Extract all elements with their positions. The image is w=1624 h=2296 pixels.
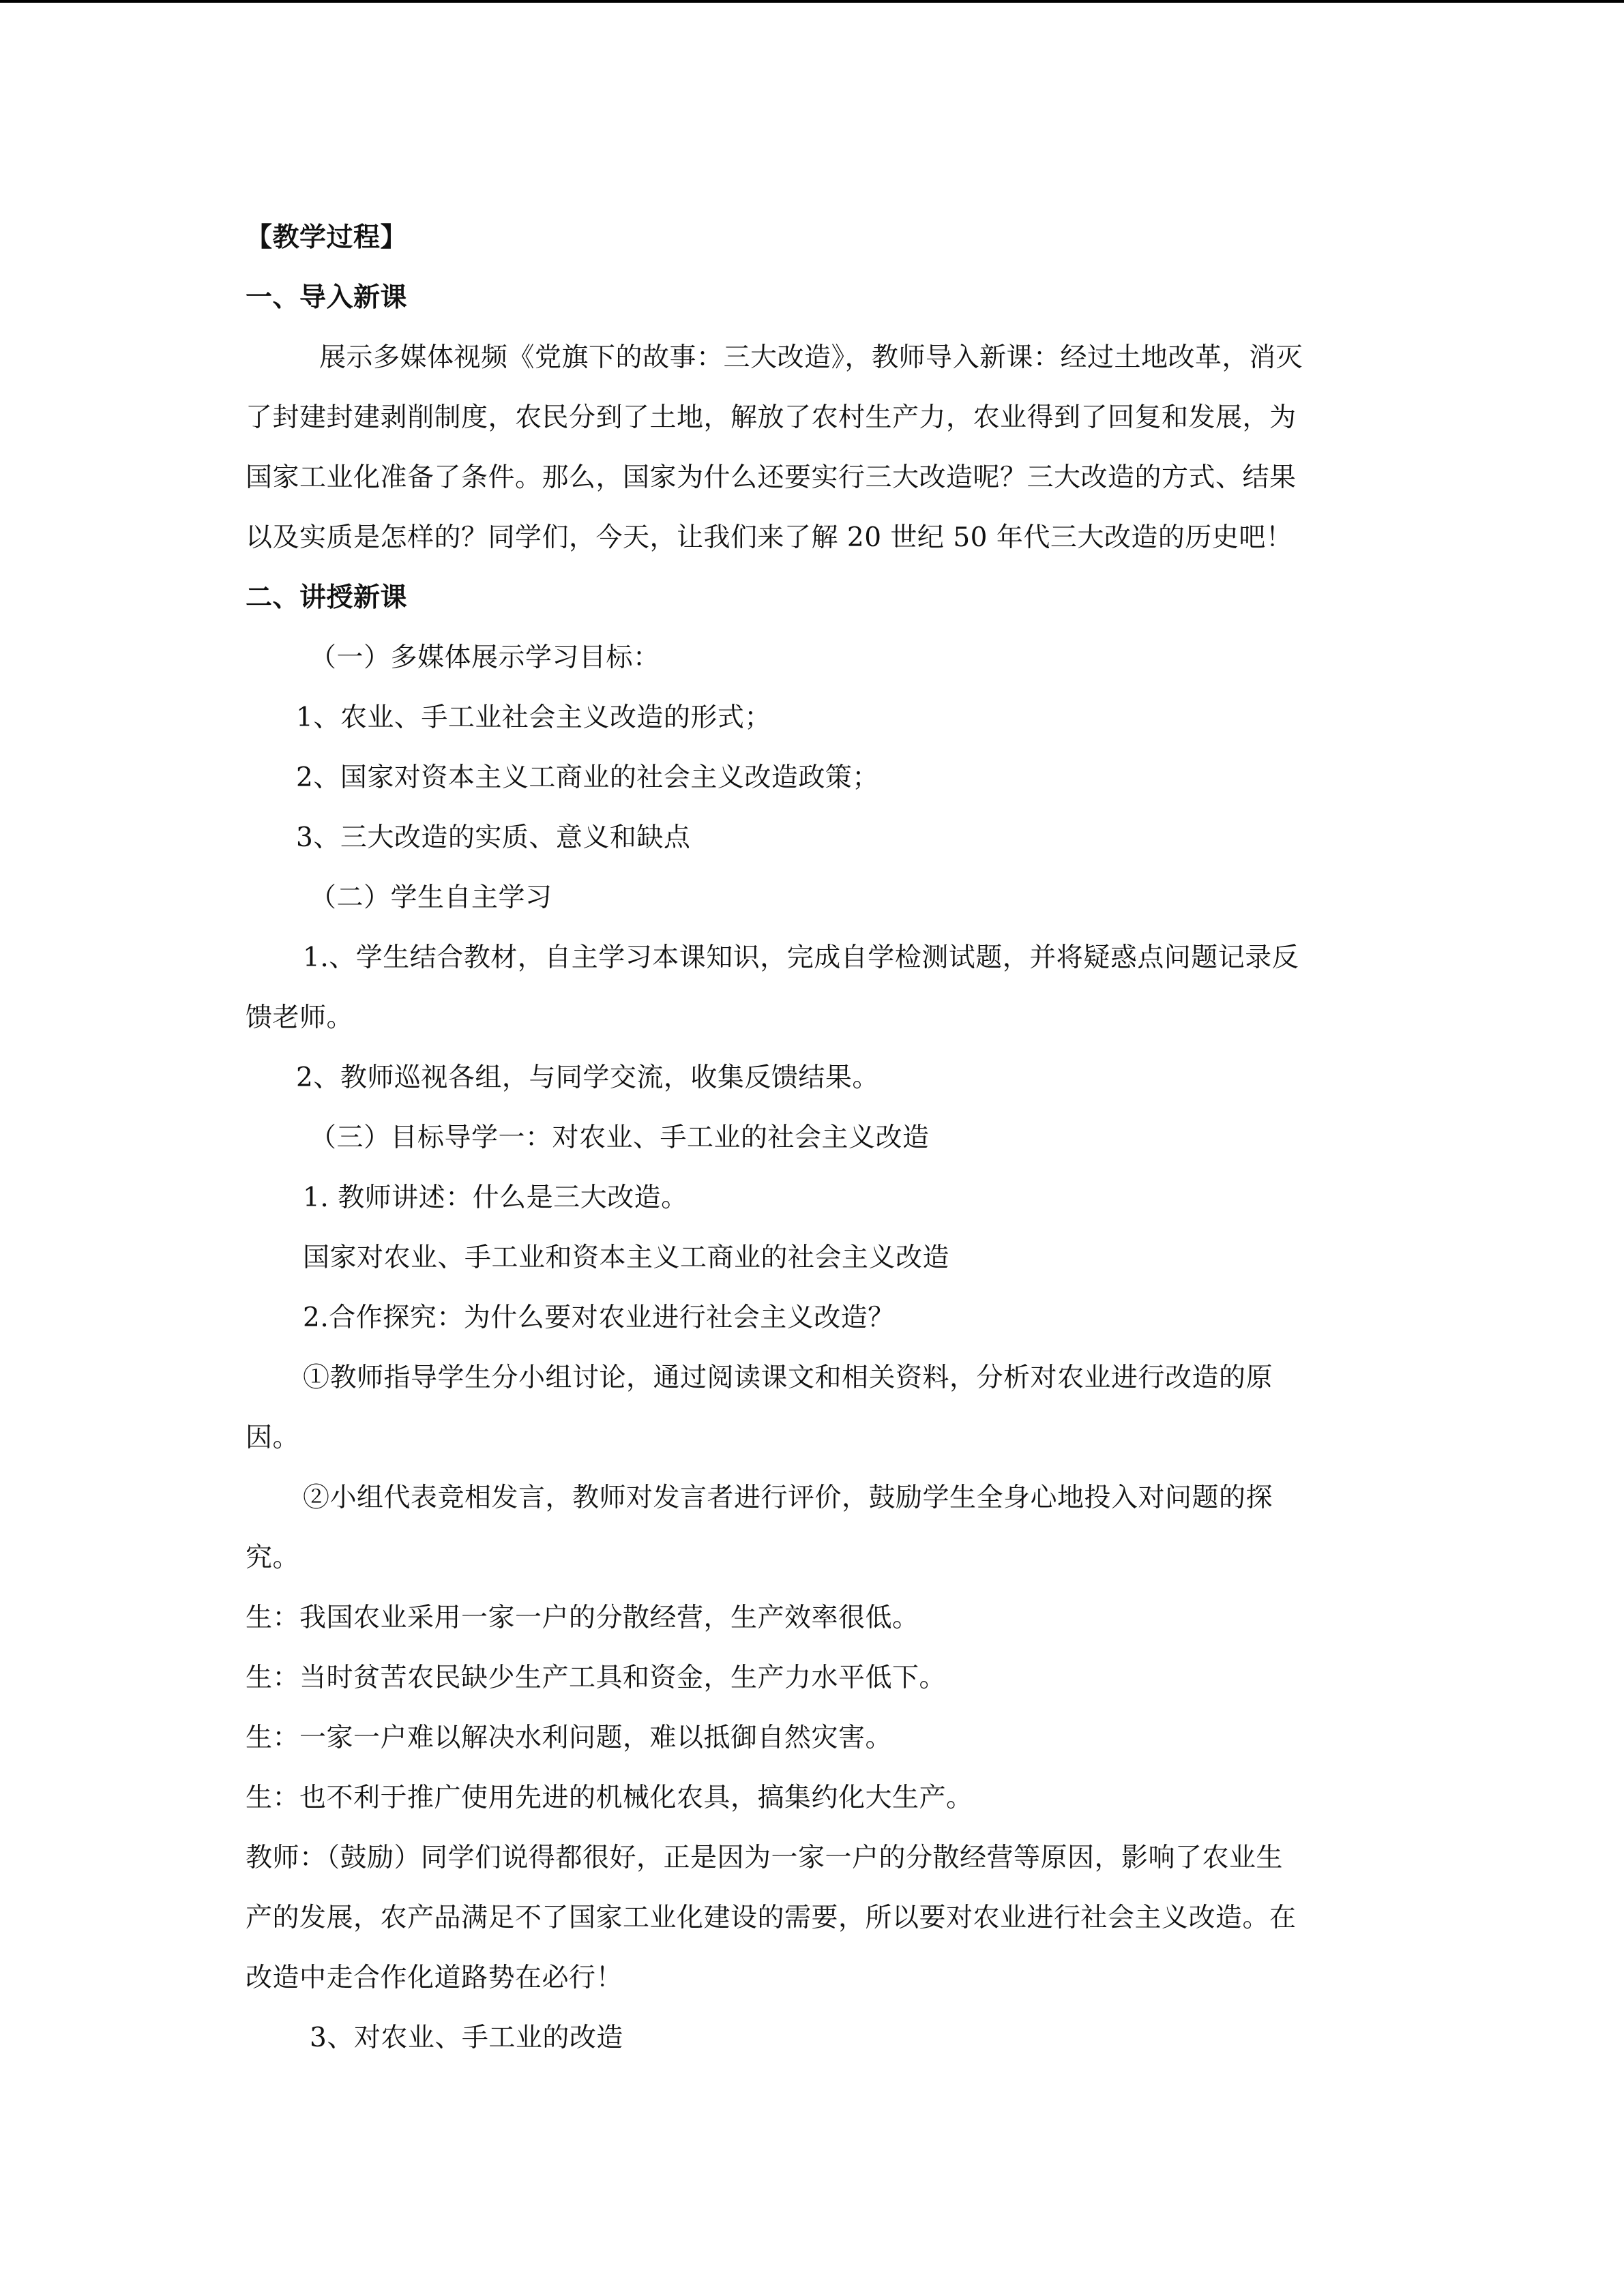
next-item: 3、对农业、手工业的改造: [310, 2023, 623, 2053]
student-answer: 生：也不利于推广使用先进的机械化农具，搞集约化大生产。: [246, 1783, 973, 1813]
teacher-summary-line: 改造中走合作化道路势在必行！: [246, 1963, 623, 1993]
section1-paragraph: [246, 328, 1378, 568]
section1-paragraph-line: 国家工业化准备了条件。那么，国家为什么还要实行三大改造呢？三大改造的方式、结果: [246, 462, 1297, 493]
step1-line: 因。: [246, 1422, 300, 1453]
section2-title: 二、讲授新课: [246, 582, 408, 613]
goal-item: 1、农业、手工业社会主义改造的形式；: [296, 702, 771, 733]
goal-item: 3、三大改造的实质、意义和缺点: [296, 822, 691, 853]
step2-line: 究。: [246, 1542, 300, 1573]
part1-title: （一）多媒体展示学习目标：: [310, 642, 660, 673]
definition: 国家对农业、手工业和资本主义工商业的社会主义改造: [303, 1242, 950, 1273]
top-border-line: [0, 0, 1624, 3]
student-answer: 生：一家一户难以解决水利问题，难以抵御自然灾害。: [246, 1723, 893, 1753]
section1-paragraph-line: 了封建封建剥削制度，农民分到了土地，解放了农村生产力，农业得到了回复和发展，为: [246, 402, 1297, 433]
goal-item: 2、国家对资本主义工商业的社会主义改造政策；: [296, 762, 879, 793]
section1-paragraph-line: 以及实质是怎样的？同学们，今天，让我们来了解 20 世纪 50 年代三大改造的历史吧！: [246, 522, 1293, 553]
self-study-line: 1.、学生结合教材，自主学习本课知识，完成自学检测试题，并将疑惑点问题记录反: [303, 942, 1299, 973]
section1-paragraph-line: 展示多媒体视频《党旗下的故事：三大改造》，教师导入新课：经过土地改革，消灭: [319, 342, 1303, 373]
teacher-explain: 1. 教师讲述：什么是三大改造。: [303, 1182, 688, 1213]
self-study-line: 馈老师。: [246, 1002, 354, 1033]
part2-title: （二）学生自主学习: [310, 882, 552, 913]
student-answer: 生：当时贫苦农民缺少生产工具和资金，生产力水平低下。: [246, 1663, 947, 1693]
step2-line: ②小组代表竞相发言，教师对发言者进行评价，鼓励学生全身心地投入对问题的探: [303, 1482, 1273, 1513]
step1-line: ①教师指导学生分小组讨论，通过阅读课文和相关资料，分析对农业进行改造的原: [303, 1362, 1273, 1393]
part3-title: （三）目标导学一：对农业、手工业的社会主义改造: [310, 1122, 930, 1153]
teacher-summary-line: 产的发展，农产品满足不了国家工业化建设的需要，所以要对农业进行社会主义改造。在: [246, 1903, 1297, 1933]
explore-question: 2.合作探究：为什么要对农业进行社会主义改造？: [303, 1302, 895, 1333]
document-page: [246, 208, 1378, 2068]
heading-teaching-process: 【教学过程】: [246, 222, 408, 253]
self-study-2: 2、教师巡视各组，与同学交流，收集反馈结果。: [296, 1062, 879, 1093]
teacher-summary-line: 教师：（鼓励）同学们说得都很好，正是因为一家一户的分散经营等原因，影响了农业生: [246, 1843, 1284, 1873]
section1-title: 一、导入新课: [246, 282, 408, 313]
student-answer: 生：我国农业采用一家一户的分散经营，生产效率很低。: [246, 1602, 919, 1633]
